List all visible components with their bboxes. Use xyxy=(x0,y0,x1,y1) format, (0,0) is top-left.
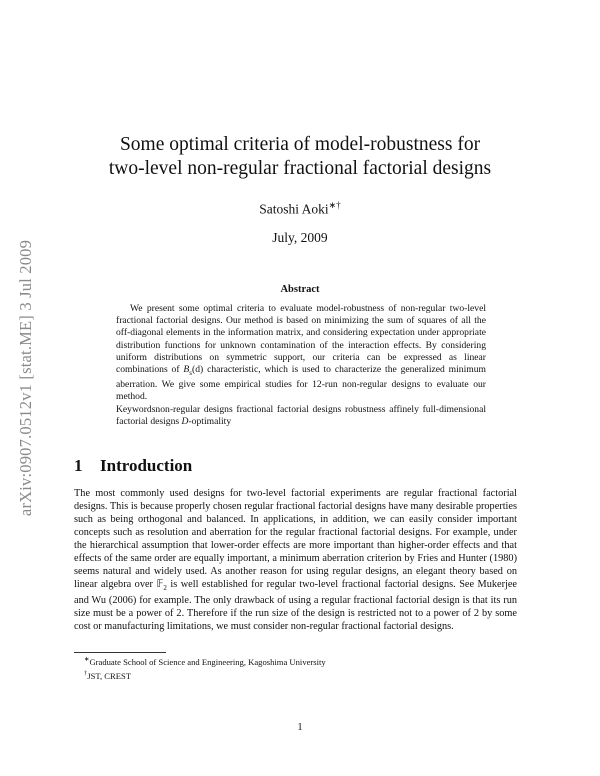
footnote-1-text: Graduate School of Science and Engineering, Kagoshima University xyxy=(89,656,326,667)
section-heading-introduction xyxy=(74,456,192,476)
author-footnote-marks[interactable]: ∗† xyxy=(328,200,341,210)
paper-date: July, 2009 xyxy=(272,230,328,245)
footnote-divider xyxy=(74,652,166,653)
math-b-symbol: B xyxy=(183,364,190,376)
footnote-2 xyxy=(84,668,326,682)
footnote-1-mark: ∗ xyxy=(84,656,90,663)
abstract-body xyxy=(116,303,486,428)
keywords-italic-d: D xyxy=(181,415,189,427)
footnote-2-text: JST, CREST xyxy=(87,670,132,681)
field-f2-subscript: 2 xyxy=(163,583,167,592)
footnotes xyxy=(84,654,326,682)
abstract-text-part-1: We present some optimal criteria to evaluate model-robustness of non-regular two-level fractional factorial designs. Our method is based on minimizing the sum of squares of all the off-diagonal elements in the information matrix, and considering expectation under appropriate distribution functions for unknown contamination of the interaction effects. By considering uniform distributions on symmetric support, our criteria can be expressed as linear combinations of xyxy=(116,303,486,376)
keywords-text: Keywordsnon-regular designs fractional factorial designs robustness affinely full-dimensional factorial designs xyxy=(116,403,486,427)
author-line xyxy=(60,200,540,218)
introduction-paragraph xyxy=(74,488,517,634)
title-line-1: Some optimal criteria of model-robustness for xyxy=(119,134,481,155)
math-b-argument: (d) xyxy=(192,364,204,376)
math-b-subscript: s xyxy=(189,368,193,377)
field-f2-symbol: 𝔽 xyxy=(156,578,164,590)
title-line-2: two-level non-regular fractional factorial designs xyxy=(108,158,492,179)
intro-text-part-2: is well established for regular two-level fractional factorial designs. See Mukerjee and Wu (2006) for example. The only drawback of using a regular fractional factorial design is that its run size must be a power of 2. Therefore if the run size of the design is restricted not to a power of 2 by some cost or manufacturing limitations, we must consider non-regular fractional factorial designs. xyxy=(74,578,517,632)
abstract-text-part-2: characteristic, which is used to characterize the generalized minimum aberration. We give some empirical studies for 12-run non-regular designs to evaluate our method. xyxy=(116,364,486,403)
abstract-heading: Abstract xyxy=(280,284,320,295)
arxiv-sidebar xyxy=(15,200,37,556)
section-title: Introduction xyxy=(100,456,193,475)
keywords-suffix: -optimality xyxy=(188,415,232,427)
arxiv-identifier[interactable]: arXiv:0907.0512v1 [stat.ME] 3 Jul 2009 xyxy=(16,239,35,517)
footnote-2-mark: † xyxy=(84,669,88,677)
paper-title xyxy=(60,133,540,181)
abstract-paragraph xyxy=(116,303,486,404)
intro-text-part-1: The most commonly used designs for two-level factorial experiments are regular fractional factorial designs. This is because properly chosen regular fractional factorial designs have many desirable properties such as being orthogonal and balanced. In applications, in addition, we can easily consider important concepts such as resolution and aberration for the regular fractional factorial designs. For example, under the hierarchical assumption that lower-order effects are more important than higher-order effects and that effects of the same order are equally important, a minimum aberration criterion by Fries and Hunter (1980) seems natural and widely used. As another reason for using regular designs, an elegant theory based on linear algebra over xyxy=(74,488,517,590)
footnote-1 xyxy=(84,654,326,668)
section-number: 1 xyxy=(74,456,83,475)
author-name: Satoshi Aoki xyxy=(259,201,329,217)
page-number: 1 xyxy=(297,722,303,733)
keywords-paragraph xyxy=(116,404,486,428)
